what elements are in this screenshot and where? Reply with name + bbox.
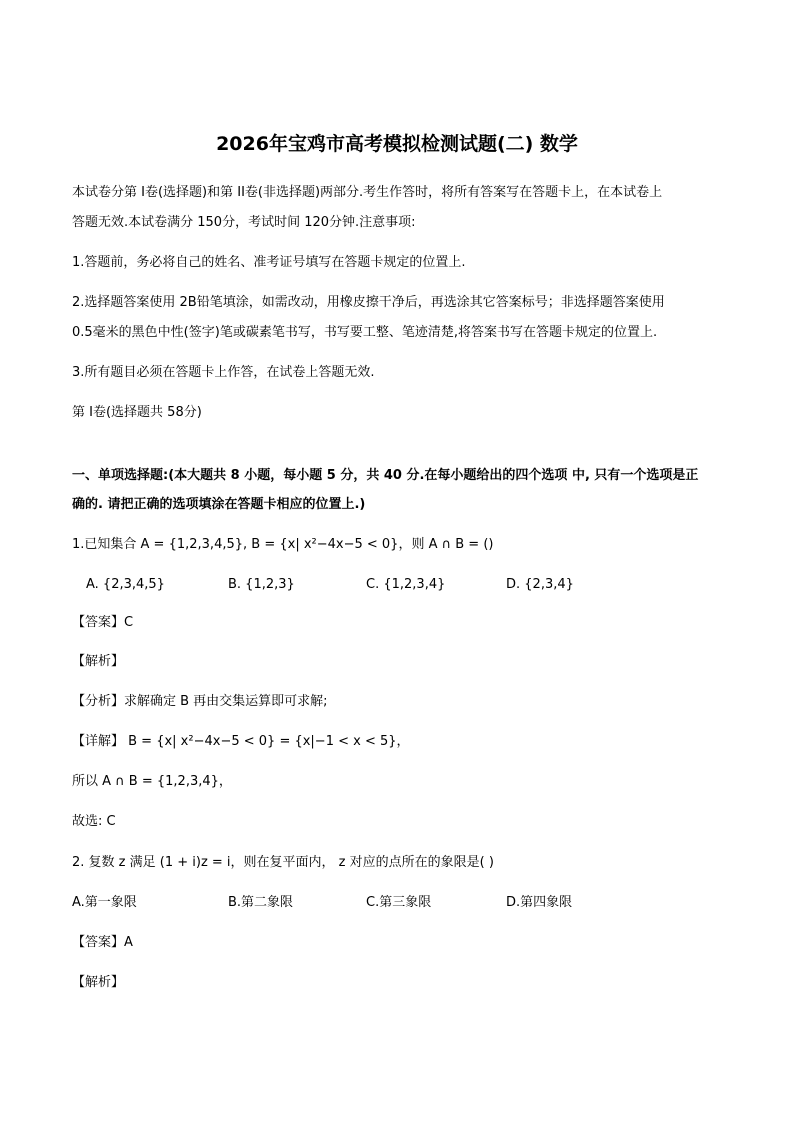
q1-xiangjie: 【详解】 B = {x| x²−4x−5 < 0} = {x|−1 < x < 5}，: [72, 734, 410, 749]
q1-option-b: B. {1,2,3}: [228, 577, 295, 592]
q1-analysis-label: 【解析】: [72, 654, 125, 669]
q1-answer: 【答案】C: [72, 615, 134, 630]
intro-line-2: 答题无效.本试卷满分 150分，考试时间 120分钟.注意事项:: [72, 215, 416, 230]
q2-answer: 【答案】A: [72, 935, 133, 950]
note-1: 1.答题前，务必将自己的姓名、准考证号填写在答题卡规定的位置上.: [72, 255, 466, 270]
question-2-stem: 2. 复数 z 满足 (1 + i)z = i，则在复平面内， z 对应的点所在的象限是( ): [72, 855, 494, 870]
q2-analysis-label: 【解析】: [72, 975, 125, 990]
note-2-line-1: 2.选择题答案使用 2B铅笔填涂，如需改动，用橡皮擦干净后，再选涂其它答案标号；非选择题答案使用: [72, 295, 665, 310]
note-3: 3.所有题目必须在答题卡上作答，在试卷上答题无效.: [72, 365, 375, 380]
q1-option-a: A. {2,3,4,5}: [86, 577, 165, 592]
q2-option-c: C.第三象限: [366, 895, 432, 910]
q1-result: 所以 A ∩ B = {1,2,3,4}，: [72, 774, 232, 789]
q1-option-c: C. {1,2,3,4}: [366, 577, 446, 592]
q1-option-d: D. {2,3,4}: [506, 577, 574, 592]
q1-fenxi: 【分析】求解确定 B 再由交集运算即可求解;: [72, 694, 328, 709]
page-title: 2026年宝鸡市高考模拟检测试题(二) 数学: [216, 133, 578, 155]
intro-line-1: 本试卷分第 I卷(选择题)和第 II卷(非选择题)两部分.考生作答时，将所有答案写在答题卡上，在本试卷上: [72, 185, 663, 200]
question-1-stem: 1.已知集合 A = {1,2,3,4,5}, B = {x| x²−4x−5 < 0}，则 A ∩ B = (): [72, 537, 494, 552]
q2-option-b: B.第二象限: [228, 895, 294, 910]
note-2-line-2: 0.5毫米的黑色中性(签字)笔或碳素笔书写，书写要工整、笔迹清楚,将答案书写在答题卡规定的位置上.: [72, 325, 658, 340]
section-heading-line-1: 一、单项选择题:(本大题共 8 小题，每小题 5 分，共 40 分.在每小题给出的四个选项 中, 只有一个选项是正: [72, 468, 699, 483]
section-heading-line-2: 确的. 请把正确的选项填涂在答题卡相应的位置上.): [72, 497, 366, 512]
part-heading: 第 I卷(选择题共 58分): [72, 405, 202, 420]
q2-option-a: A.第一象限: [72, 895, 137, 910]
q2-option-d: D.第四象限: [506, 895, 573, 910]
q1-choose: 故选: C: [72, 814, 116, 829]
